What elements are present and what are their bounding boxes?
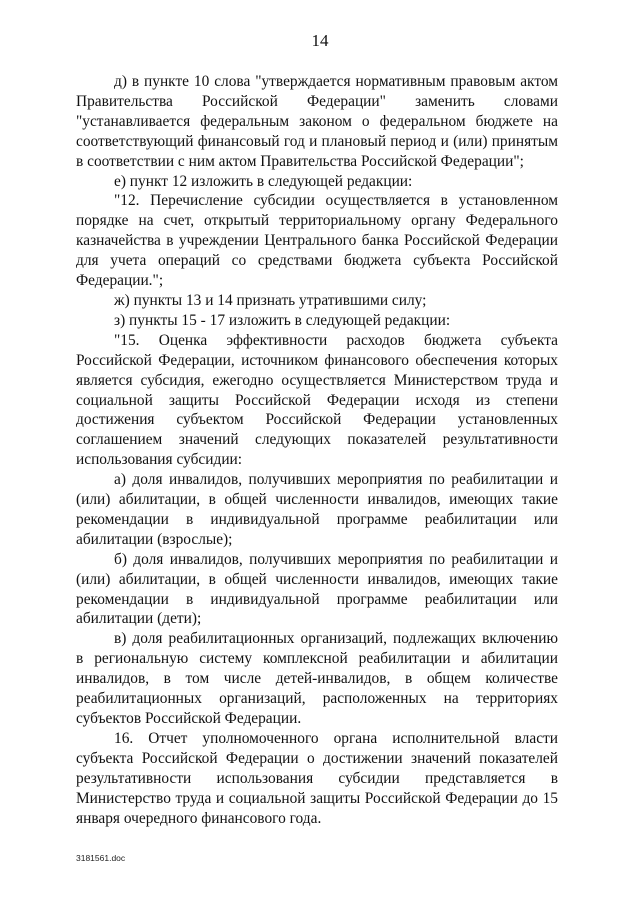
document-body: [76, 72, 558, 828]
paragraph-12: "12. Перечисление субсидии осуществляется в установленном порядке на счет, открытый территориальному органу Федерального казначейства в учреждении Центрального банка Российской Федерации для учета операций со средствами бюджета субъекта Российской Федерации.";: [76, 192, 558, 290]
paragraph-d: д) в пункте 10 слова "утверждается нормативным правовым актом Правительства Российской Федерации" заменить словами "устанавливается федеральным законом о федеральном бюджете на соответствующий финансовый год и плановый период и (или) принятым в соответствии с ним актом Правительства Российской Федерации";: [76, 73, 558, 170]
paragraph-zh: ж) пункты 13 и 14 признать утратившими силу;: [114, 291, 427, 309]
page-number: 14: [311, 31, 329, 50]
paragraph-16: 16. Отчет уполномоченного органа исполнительной власти субъекта Российской Федерации о достижении значений показателей результативности использования субсидии представляется в Министерство труда и социальной защиты Российской Федерации до 15 января очередного финансового года.: [76, 729, 558, 827]
paragraph-15-a: а) доля инвалидов, получивших мероприятия по реабилитации и (или) абилитации, в общей численности инвалидов, имеющих такие рекомендации в индивидуальной программе реабилитации или абилитации (взрослые);: [76, 471, 558, 548]
paragraph-z: з) пункты 15 - 17 изложить в следующей редакции:: [114, 311, 451, 329]
paragraph-15-v: в) доля реабилитационных организаций, подлежащих включению в региональную систему комплексной реабилитации и абилитации инвалидов, в том числе детей-инвалидов, в общем количестве реабилитационных организаций, расположенных на территориях субъектов Российской Федерации.: [76, 630, 558, 727]
paragraph-e: е) пункт 12 изложить в следующей редакции:: [114, 172, 413, 190]
paragraph-15: "15. Оценка эффективности расходов бюджета субъекта Российской Федерации, источником финансового обеспечения которых является субсидия, ежегодно осуществляется Министерством труда и социальной защиты Российской Федерации исходя из степени достижения субъектом Российской Федерации установленных соглашением значений следующих показателей результативности использования субсидии:: [76, 331, 558, 469]
paragraph-15-b: б) доля инвалидов, получивших мероприятия по реабилитации и (или) абилитации, в общей численности инвалидов, имеющих такие рекомендации в индивидуальной программе реабилитации или абилитации (дети);: [76, 550, 558, 628]
footer-filename: 3181561.doc: [76, 853, 126, 863]
